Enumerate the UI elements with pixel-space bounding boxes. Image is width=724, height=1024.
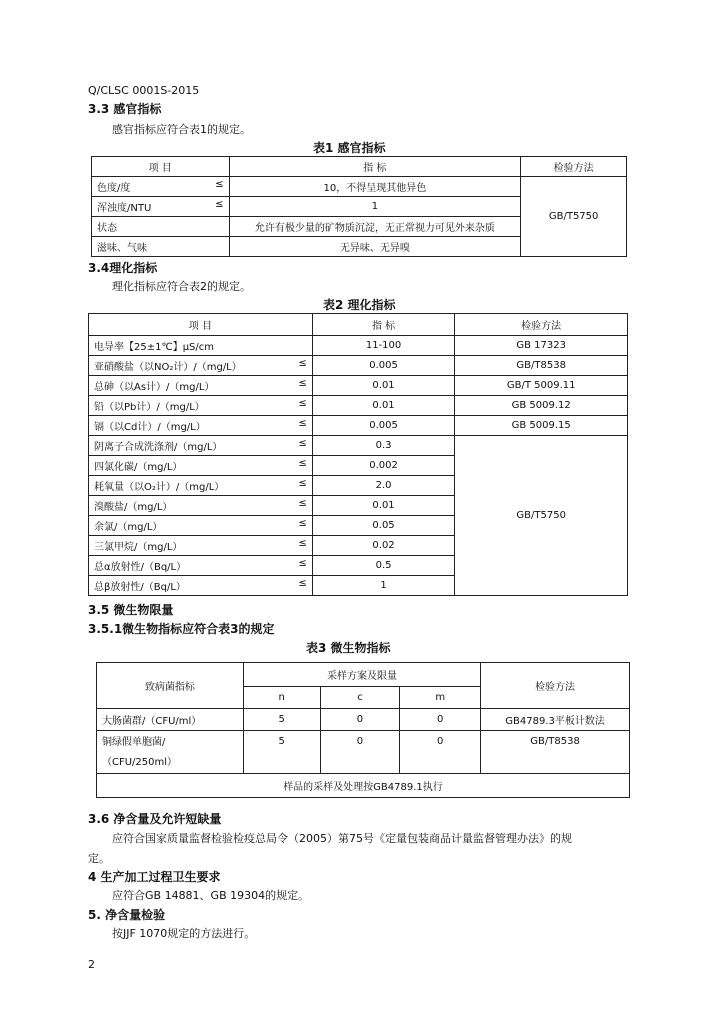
table-cell: 0.01 <box>312 376 455 396</box>
table-row: 余氯/（mg/L） ≤ <box>89 516 313 536</box>
table-row: 亚硝酸盐（以NO₂计）/（mg/L） ≤ <box>89 356 313 376</box>
table-cell: 0.005 <box>312 416 455 436</box>
section-3-4-title: 3.4理化指标 <box>88 261 158 275</box>
table-cell: 0 <box>400 731 481 774</box>
table2-header-item: 项 目 <box>89 314 313 336</box>
table3-header-method: 检验方法 <box>481 663 630 709</box>
table-row: 滋味、气味 <box>92 237 230 257</box>
table1-sensory <box>91 156 627 257</box>
table-cell: 1 <box>229 197 521 217</box>
section-4-title: 4 生产加工过程卫生要求 <box>88 870 221 884</box>
table-cell: 5 <box>243 709 320 731</box>
page-number: 2 <box>88 958 95 971</box>
table1-header-value: 指 标 <box>229 157 521 177</box>
table3-header-m: m <box>400 687 481 709</box>
table-row: 铜绿假单胞菌/ （CFU/250ml） <box>97 731 244 774</box>
section-3-6-line2: 定。 <box>88 852 110 865</box>
table-cell: 10，不得呈现其他异色 <box>229 177 521 197</box>
table-cell: 0 <box>320 731 400 774</box>
table-row: 铅（以Pb计）/（mg/L） ≤ <box>89 396 313 416</box>
table1-header-method: 检验方法 <box>521 157 627 177</box>
section-5-text: 按JJF 1070规定的方法进行。 <box>112 927 256 940</box>
table3-caption: 表3 微生物指标 <box>306 641 391 655</box>
table-cell: GB/T8538 <box>455 356 628 376</box>
table-cell: 0.01 <box>312 396 455 416</box>
table2-header-method: 检验方法 <box>455 314 628 336</box>
table-cell: GB 17323 <box>455 336 628 356</box>
section-3-3-title: 3.3 感官指标 <box>88 102 162 116</box>
table-cell: 0.01 <box>312 496 455 516</box>
table-row: 总α放射性/（Bq/L） ≤ <box>89 556 313 576</box>
table3-header-pathogen: 致病菌指标 <box>97 663 244 709</box>
table-row: 大肠菌群/（CFU/ml） <box>97 709 244 731</box>
section-4-text: 应符合GB 14881、GB 19304的规定。 <box>112 889 310 902</box>
table3-microbial <box>96 662 630 798</box>
section-3-5-1-title: 3.5.1微生物指标应符合表3的规定 <box>88 622 275 636</box>
table-row: 总β放射性/（Bq/L） ≤ <box>89 576 313 596</box>
table-cell: GB/T 5009.11 <box>455 376 628 396</box>
table-cell: 5 <box>243 731 320 774</box>
table3-footer: 样品的采样及处理按GB4789.1执行 <box>97 774 630 798</box>
table3-header-plan: 采样方案及限量 <box>243 663 480 687</box>
section-3-6-line1: 应符合国家质量监督检验检疫总局令（2005）第75号《定量包装商品计量监督管理办法》的规 <box>112 832 572 845</box>
table2-physicochemical <box>88 313 628 596</box>
table-cell: 0.05 <box>312 516 455 536</box>
table-row: 耗氧量（以O₂计）/（mg/L） ≤ <box>89 476 313 496</box>
table1-header-item: 项 目 <box>92 157 230 177</box>
standard-number: Q/CLSC 0001S-2015 <box>88 84 200 97</box>
table-row: 色度/度 ≤ <box>92 177 230 197</box>
table1-method: GB/T5750 <box>521 177 627 257</box>
table-cell: GB/T8538 <box>481 731 630 774</box>
table-cell: GB4789.3平板计数法 <box>481 709 630 731</box>
table-row: 溴酸盐/（mg/L） ≤ <box>89 496 313 516</box>
table-cell: 2.0 <box>312 476 455 496</box>
section-3-3-intro: 感官指标应符合表1的规定。 <box>112 123 251 136</box>
section-5-title: 5. 净含量检验 <box>88 908 166 922</box>
table2-header-value: 指 标 <box>312 314 455 336</box>
table-row: 总砷（以As计）/（mg/L） ≤ <box>89 376 313 396</box>
table-cell: GB 5009.15 <box>455 416 628 436</box>
table1-caption: 表1 感官指标 <box>313 141 386 155</box>
section-3-6-title: 3.6 净含量及允许短缺量 <box>88 812 222 826</box>
table-cell: 0 <box>320 709 400 731</box>
table-cell: 11-100 <box>312 336 455 356</box>
table-cell: 无异味、无异嗅 <box>229 237 521 257</box>
table-row: 电导率【25±1℃】μS/cm <box>89 336 313 356</box>
table-cell: 0.3 <box>312 436 455 456</box>
table-cell: GB 5009.12 <box>455 396 628 416</box>
table3-header-c: c <box>320 687 400 709</box>
table-cell: 允许有极少量的矿物质沉淀，无正常视力可见外来杂质 <box>229 217 521 237</box>
table-cell: 0.002 <box>312 456 455 476</box>
section-3-4-intro: 理化指标应符合表2的规定。 <box>112 280 251 293</box>
table-row: 阴离子合成洗涤剂/（mg/L） ≤ <box>89 436 313 456</box>
table2-merged-method: GB/T5750 <box>455 436 628 596</box>
table-row: 四氯化碳/（mg/L） ≤ <box>89 456 313 476</box>
table2-caption: 表2 理化指标 <box>323 298 396 312</box>
table-cell: 1 <box>312 576 455 596</box>
table-cell: 0.5 <box>312 556 455 576</box>
table-cell: 0.02 <box>312 536 455 556</box>
table-row: 状态 <box>92 217 230 237</box>
table3-header-n: n <box>243 687 320 709</box>
table-row: 三氯甲烷/（mg/L） ≤ <box>89 536 313 556</box>
table-cell: 0.005 <box>312 356 455 376</box>
table-cell: 0 <box>400 709 481 731</box>
table-row: 镉（以Cd计）/（mg/L） ≤ <box>89 416 313 436</box>
table-row: 浑浊度/NTU ≤ <box>92 197 230 217</box>
section-3-5-title: 3.5 微生物限量 <box>88 603 174 617</box>
